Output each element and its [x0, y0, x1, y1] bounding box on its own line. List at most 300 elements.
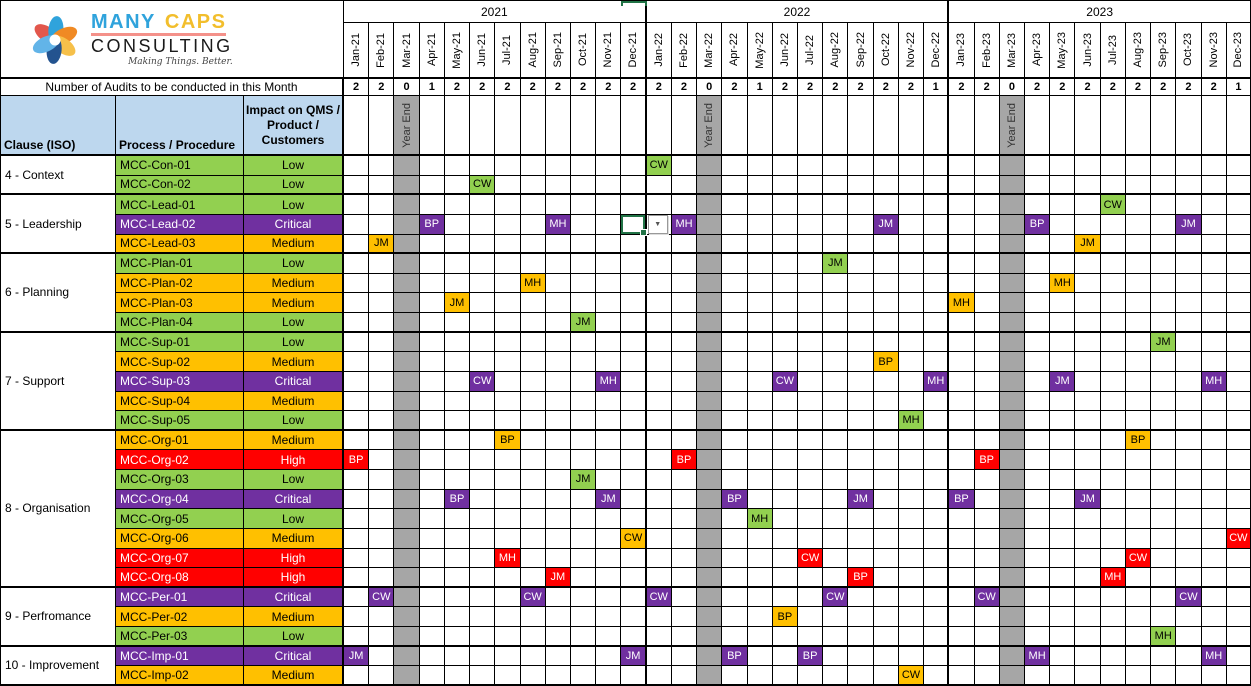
cell-mcc-org-02-mar-23[interactable]: [1000, 450, 1025, 470]
cell-mcc-org-08-sep-22[interactable]: BP: [848, 568, 873, 588]
cell-mcc-con-01-dec-21[interactable]: [621, 156, 646, 176]
cell-mcc-sup-03-aug-21[interactable]: [521, 372, 546, 392]
impact-mcc-org-08[interactable]: High: [244, 568, 344, 588]
cell-mcc-sup-02-sep-23[interactable]: [1151, 352, 1176, 372]
impact-mcc-org-02[interactable]: High: [244, 450, 344, 470]
blank-header-cell-aug-23[interactable]: [1126, 96, 1151, 156]
cell-mcc-plan-01-may-21[interactable]: [445, 254, 470, 274]
cell-mcc-con-02-may-23[interactable]: [1050, 176, 1075, 196]
process-mcc-sup-04[interactable]: MCC-Sup-04: [116, 392, 244, 412]
cell-mcc-org-02-oct-21[interactable]: [571, 450, 596, 470]
cell-mcc-plan-03-mar-21[interactable]: [394, 293, 419, 313]
cell-mcc-plan-01-sep-21[interactable]: [546, 254, 571, 274]
cell-mcc-org-02-apr-22[interactable]: [722, 450, 747, 470]
cell-mcc-imp-01-jun-22[interactable]: [773, 647, 798, 667]
cell-mcc-sup-01-nov-21[interactable]: [596, 333, 621, 353]
cell-mcc-org-06-nov-21[interactable]: [596, 529, 621, 549]
month-header-sep-23[interactable]: [1151, 23, 1176, 79]
cell-mcc-org-07-jun-23[interactable]: [1075, 549, 1100, 569]
cell-mcc-per-03-may-23[interactable]: [1050, 627, 1075, 647]
month-header-aug-23[interactable]: [1126, 23, 1151, 79]
cell-mcc-org-06-jan-23[interactable]: [949, 529, 974, 549]
cell-mcc-sup-05-mar-22[interactable]: [697, 411, 722, 431]
cell-mcc-plan-02-oct-22[interactable]: [874, 274, 899, 294]
cell-mcc-per-02-apr-21[interactable]: [420, 607, 445, 627]
cell-mcc-con-02-jul-21[interactable]: [495, 176, 520, 196]
cell-mcc-lead-03-may-21[interactable]: [445, 235, 470, 255]
cell-mcc-sup-02-jun-23[interactable]: [1075, 352, 1100, 372]
cell-mcc-org-01-feb-22[interactable]: [672, 431, 697, 451]
cell-mcc-con-02-oct-23[interactable]: [1176, 176, 1201, 196]
cell-mcc-per-03-may-21[interactable]: [445, 627, 470, 647]
cell-mcc-org-07-feb-22[interactable]: [672, 549, 697, 569]
cell-mcc-lead-01-jan-21[interactable]: [344, 195, 369, 215]
cell-mcc-sup-02-may-22[interactable]: [748, 352, 773, 372]
cell-mcc-org-04-aug-22[interactable]: [823, 490, 848, 510]
cell-mcc-per-03-sep-22[interactable]: [848, 627, 873, 647]
cell-mcc-sup-04-oct-22[interactable]: [874, 392, 899, 412]
cell-mcc-lead-03-jun-23[interactable]: JM: [1075, 235, 1100, 255]
cell-mcc-plan-03-nov-22[interactable]: [899, 293, 924, 313]
cell-mcc-sup-02-sep-22[interactable]: [848, 352, 873, 372]
cell-mcc-con-02-nov-23[interactable]: [1202, 176, 1227, 196]
cell-mcc-sup-04-jun-23[interactable]: [1075, 392, 1100, 412]
audit-count-apr-22[interactable]: 2: [722, 79, 747, 96]
cell-mcc-sup-01-jun-23[interactable]: [1075, 333, 1100, 353]
cell-mcc-sup-05-feb-23[interactable]: [975, 411, 1000, 431]
blank-header-cell-sep-21[interactable]: [546, 96, 571, 156]
cell-mcc-org-01-nov-23[interactable]: [1202, 431, 1227, 451]
cell-mcc-imp-01-oct-22[interactable]: [874, 647, 899, 667]
cell-mcc-org-02-jan-21[interactable]: BP: [344, 450, 369, 470]
cell-mcc-plan-03-feb-22[interactable]: [672, 293, 697, 313]
cell-mcc-imp-02-sep-23[interactable]: [1151, 666, 1176, 686]
cell-mcc-org-03-nov-21[interactable]: [596, 470, 621, 490]
cell-mcc-org-03-jan-21[interactable]: [344, 470, 369, 490]
cell-mcc-org-02-sep-21[interactable]: [546, 450, 571, 470]
month-header-nov-21[interactable]: [596, 23, 621, 79]
cell-mcc-imp-01-sep-22[interactable]: [848, 647, 873, 667]
cell-mcc-lead-01-jan-23[interactable]: [949, 195, 974, 215]
cell-mcc-org-01-aug-23[interactable]: BP: [1126, 431, 1151, 451]
cell-mcc-per-03-apr-21[interactable]: [420, 627, 445, 647]
cell-mcc-sup-03-mar-22[interactable]: [697, 372, 722, 392]
cell-mcc-org-08-feb-21[interactable]: [369, 568, 394, 588]
cell-mcc-per-03-nov-21[interactable]: [596, 627, 621, 647]
cell-mcc-sup-04-jun-22[interactable]: [773, 392, 798, 412]
cell-mcc-plan-03-jul-22[interactable]: [798, 293, 823, 313]
month-header-mar-21[interactable]: [394, 23, 419, 79]
impact-mcc-imp-02[interactable]: Medium: [244, 666, 344, 686]
cell-mcc-org-07-jun-21[interactable]: [470, 549, 495, 569]
cell-mcc-con-02-may-21[interactable]: [445, 176, 470, 196]
cell-mcc-org-07-oct-21[interactable]: [571, 549, 596, 569]
month-header-jul-23[interactable]: [1101, 23, 1126, 79]
audit-count-apr-21[interactable]: 1: [420, 79, 445, 96]
cell-mcc-sup-05-apr-23[interactable]: [1025, 411, 1050, 431]
cell-mcc-org-01-may-21[interactable]: [445, 431, 470, 451]
cell-mcc-con-01-oct-23[interactable]: [1176, 156, 1201, 176]
cell-mcc-org-03-apr-22[interactable]: [722, 470, 747, 490]
cell-mcc-sup-02-dec-23[interactable]: [1227, 352, 1251, 372]
cell-mcc-imp-02-mar-21[interactable]: [394, 666, 419, 686]
month-header-feb-23[interactable]: [975, 23, 1000, 79]
cell-mcc-sup-02-feb-22[interactable]: [672, 352, 697, 372]
cell-mcc-lead-02-jul-21[interactable]: [495, 215, 520, 235]
cell-mcc-plan-04-aug-22[interactable]: [823, 313, 848, 333]
impact-mcc-org-04[interactable]: Critical: [244, 490, 344, 510]
cell-mcc-sup-03-oct-21[interactable]: [571, 372, 596, 392]
cell-mcc-lead-02-jun-21[interactable]: [470, 215, 495, 235]
cell-mcc-org-02-nov-23[interactable]: [1202, 450, 1227, 470]
cell-mcc-plan-01-jan-23[interactable]: [949, 254, 974, 274]
month-header-jun-22[interactable]: [773, 23, 798, 79]
impact-mcc-plan-03[interactable]: Medium: [244, 293, 344, 313]
cell-mcc-sup-05-sep-23[interactable]: [1151, 411, 1176, 431]
cell-mcc-org-02-may-23[interactable]: [1050, 450, 1075, 470]
cell-mcc-lead-02-jun-22[interactable]: [773, 215, 798, 235]
cell-mcc-sup-02-mar-21[interactable]: [394, 352, 419, 372]
cell-mcc-plan-01-oct-23[interactable]: [1176, 254, 1201, 274]
cell-mcc-per-03-may-22[interactable]: [748, 627, 773, 647]
blank-header-cell-jan-23[interactable]: [949, 96, 974, 156]
cell-mcc-per-03-jun-23[interactable]: [1075, 627, 1100, 647]
cell-mcc-org-03-nov-22[interactable]: [899, 470, 924, 490]
cell-mcc-con-02-apr-23[interactable]: [1025, 176, 1050, 196]
cell-mcc-lead-03-apr-22[interactable]: [722, 235, 747, 255]
cell-mcc-sup-04-oct-21[interactable]: [571, 392, 596, 412]
cell-mcc-org-01-oct-22[interactable]: [874, 431, 899, 451]
audit-count-nov-21[interactable]: 2: [596, 79, 621, 96]
audit-count-feb-23[interactable]: 2: [975, 79, 1000, 96]
cell-mcc-lead-01-dec-21[interactable]: [621, 195, 646, 215]
cell-mcc-plan-03-jul-21[interactable]: [495, 293, 520, 313]
cell-mcc-lead-02-jan-23[interactable]: [949, 215, 974, 235]
cell-mcc-org-01-mar-23[interactable]: [1000, 431, 1025, 451]
cell-mcc-plan-03-mar-22[interactable]: [697, 293, 722, 313]
blank-header-cell-jun-23[interactable]: [1075, 96, 1100, 156]
blank-header-cell-sep-22[interactable]: [848, 96, 873, 156]
cell-mcc-org-04-nov-22[interactable]: [899, 490, 924, 510]
cell-mcc-per-03-dec-23[interactable]: [1227, 627, 1251, 647]
cell-mcc-plan-01-apr-22[interactable]: [722, 254, 747, 274]
cell-mcc-sup-02-aug-21[interactable]: [521, 352, 546, 372]
cell-mcc-sup-04-sep-21[interactable]: [546, 392, 571, 412]
cell-mcc-lead-03-jan-22[interactable]: [647, 235, 672, 255]
cell-mcc-lead-01-mar-21[interactable]: [394, 195, 419, 215]
cell-mcc-plan-01-sep-22[interactable]: [848, 254, 873, 274]
cell-mcc-con-01-jun-21[interactable]: [470, 156, 495, 176]
audit-count-aug-23[interactable]: 2: [1126, 79, 1151, 96]
cell-mcc-org-07-may-23[interactable]: [1050, 549, 1075, 569]
cell-mcc-org-05-aug-21[interactable]: [521, 509, 546, 529]
cell-mcc-imp-01-jul-23[interactable]: [1101, 647, 1126, 667]
cell-mcc-sup-01-jan-21[interactable]: [344, 333, 369, 353]
cell-mcc-imp-02-dec-21[interactable]: [621, 666, 646, 686]
cell-mcc-lead-02-aug-23[interactable]: [1126, 215, 1151, 235]
cell-mcc-sup-01-dec-23[interactable]: [1227, 333, 1251, 353]
process-mcc-imp-01[interactable]: MCC-Imp-01: [116, 647, 244, 667]
cell-mcc-plan-04-oct-22[interactable]: [874, 313, 899, 333]
cell-mcc-plan-04-apr-22[interactable]: [722, 313, 747, 333]
cell-mcc-plan-04-dec-23[interactable]: [1227, 313, 1251, 333]
cell-mcc-sup-02-may-23[interactable]: [1050, 352, 1075, 372]
cell-mcc-plan-03-may-21[interactable]: JM: [445, 293, 470, 313]
cell-mcc-org-01-jul-23[interactable]: [1101, 431, 1126, 451]
cell-mcc-imp-01-nov-23[interactable]: MH: [1202, 647, 1227, 667]
cell-mcc-con-01-jul-21[interactable]: [495, 156, 520, 176]
cell-mcc-con-02-dec-22[interactable]: [924, 176, 949, 196]
cell-mcc-plan-04-apr-23[interactable]: [1025, 313, 1050, 333]
cell-mcc-per-03-mar-23[interactable]: [1000, 627, 1025, 647]
cell-mcc-org-07-aug-22[interactable]: [823, 549, 848, 569]
cell-mcc-plan-02-jun-23[interactable]: [1075, 274, 1100, 294]
cell-mcc-per-01-oct-22[interactable]: [874, 588, 899, 608]
cell-mcc-imp-02-mar-22[interactable]: [697, 666, 722, 686]
cell-mcc-sup-01-aug-21[interactable]: [521, 333, 546, 353]
cell-mcc-plan-01-jan-22[interactable]: [647, 254, 672, 274]
impact-mcc-plan-04[interactable]: Low: [244, 313, 344, 333]
cell-mcc-org-02-feb-23[interactable]: BP: [975, 450, 1000, 470]
cell-mcc-lead-02-mar-23[interactable]: [1000, 215, 1025, 235]
cell-mcc-org-08-dec-21[interactable]: [621, 568, 646, 588]
cell-mcc-plan-01-jun-21[interactable]: [470, 254, 495, 274]
year-end-column-mar-23[interactable]: [1000, 96, 1025, 156]
cell-mcc-org-05-feb-22[interactable]: [672, 509, 697, 529]
cell-mcc-org-08-aug-22[interactable]: [823, 568, 848, 588]
cell-mcc-plan-01-mar-22[interactable]: [697, 254, 722, 274]
blank-header-cell-may-23[interactable]: [1050, 96, 1075, 156]
cell-mcc-org-03-jul-23[interactable]: [1101, 470, 1126, 490]
cell-mcc-sup-03-jul-21[interactable]: [495, 372, 520, 392]
clause-9-perfromance[interactable]: 9 - Perfromance: [1, 588, 116, 647]
cell-mcc-org-01-apr-22[interactable]: [722, 431, 747, 451]
cell-mcc-imp-01-jan-23[interactable]: [949, 647, 974, 667]
cell-mcc-sup-04-sep-23[interactable]: [1151, 392, 1176, 412]
cell-mcc-lead-03-jul-23[interactable]: [1101, 235, 1126, 255]
cell-mcc-org-03-sep-22[interactable]: [848, 470, 873, 490]
cell-mcc-con-02-feb-21[interactable]: [369, 176, 394, 196]
cell-mcc-imp-01-jan-22[interactable]: [647, 647, 672, 667]
cell-mcc-per-03-sep-21[interactable]: [546, 627, 571, 647]
cell-mcc-con-01-oct-22[interactable]: [874, 156, 899, 176]
cell-mcc-per-01-mar-22[interactable]: [697, 588, 722, 608]
cell-mcc-lead-02-may-23[interactable]: [1050, 215, 1075, 235]
cell-mcc-con-02-dec-23[interactable]: [1227, 176, 1251, 196]
cell-mcc-sup-02-jul-21[interactable]: [495, 352, 520, 372]
cell-mcc-per-02-jan-22[interactable]: [647, 607, 672, 627]
cell-mcc-sup-03-jul-22[interactable]: [798, 372, 823, 392]
cell-mcc-lead-01-sep-22[interactable]: [848, 195, 873, 215]
audit-count-jun-22[interactable]: 2: [773, 79, 798, 96]
cell-mcc-per-03-feb-23[interactable]: [975, 627, 1000, 647]
cell-mcc-sup-05-mar-23[interactable]: [1000, 411, 1025, 431]
cell-mcc-org-02-dec-23[interactable]: [1227, 450, 1251, 470]
cell-mcc-con-01-dec-23[interactable]: [1227, 156, 1251, 176]
audit-count-mar-22[interactable]: 0: [697, 79, 722, 96]
blank-header-cell-feb-21[interactable]: [369, 96, 394, 156]
cell-mcc-lead-02-apr-21[interactable]: BP: [420, 215, 445, 235]
cell-mcc-lead-03-feb-21[interactable]: JM: [369, 235, 394, 255]
cell-mcc-lead-01-jul-22[interactable]: [798, 195, 823, 215]
cell-mcc-sup-03-nov-22[interactable]: [899, 372, 924, 392]
cell-mcc-imp-01-nov-21[interactable]: [596, 647, 621, 667]
cell-mcc-org-03-oct-21[interactable]: JM: [571, 470, 596, 490]
cell-mcc-sup-01-sep-21[interactable]: [546, 333, 571, 353]
cell-mcc-plan-04-mar-23[interactable]: [1000, 313, 1025, 333]
cell-mcc-sup-03-jun-21[interactable]: CW: [470, 372, 495, 392]
cell-mcc-per-03-apr-22[interactable]: [722, 627, 747, 647]
cell-mcc-con-02-mar-23[interactable]: [1000, 176, 1025, 196]
cell-mcc-lead-02-nov-22[interactable]: [899, 215, 924, 235]
cell-mcc-lead-01-nov-22[interactable]: [899, 195, 924, 215]
month-header-mar-23[interactable]: [1000, 23, 1025, 79]
process-mcc-org-08[interactable]: MCC-Org-08: [116, 568, 244, 588]
month-header-nov-23[interactable]: [1202, 23, 1227, 79]
cell-mcc-sup-03-mar-21[interactable]: [394, 372, 419, 392]
cell-mcc-org-03-aug-23[interactable]: [1126, 470, 1151, 490]
cell-mcc-sup-05-aug-21[interactable]: [521, 411, 546, 431]
cell-mcc-lead-02-aug-22[interactable]: [823, 215, 848, 235]
cell-mcc-lead-01-mar-23[interactable]: [1000, 195, 1025, 215]
clause-5-leadership[interactable]: 5 - Leadership: [1, 195, 116, 254]
cell-mcc-org-07-may-21[interactable]: [445, 549, 470, 569]
cell-mcc-per-01-mar-21[interactable]: [394, 588, 419, 608]
cell-mcc-con-01-aug-21[interactable]: [521, 156, 546, 176]
cell-mcc-org-06-jan-21[interactable]: [344, 529, 369, 549]
cell-mcc-org-05-apr-22[interactable]: [722, 509, 747, 529]
cell-mcc-org-05-aug-22[interactable]: [823, 509, 848, 529]
cell-mcc-lead-03-jan-23[interactable]: [949, 235, 974, 255]
cell-mcc-org-04-jan-23[interactable]: BP: [949, 490, 974, 510]
cell-mcc-sup-02-nov-22[interactable]: [899, 352, 924, 372]
cell-mcc-org-06-oct-21[interactable]: [571, 529, 596, 549]
cell-mcc-org-01-jun-21[interactable]: [470, 431, 495, 451]
cell-mcc-imp-02-jul-21[interactable]: [495, 666, 520, 686]
process-mcc-org-02[interactable]: MCC-Org-02: [116, 450, 244, 470]
cell-mcc-sup-03-dec-21[interactable]: [621, 372, 646, 392]
cell-mcc-lead-02-sep-21[interactable]: MH: [546, 215, 571, 235]
cell-mcc-org-06-aug-23[interactable]: [1126, 529, 1151, 549]
cell-mcc-per-03-oct-22[interactable]: [874, 627, 899, 647]
audit-count-may-21[interactable]: 2: [445, 79, 470, 96]
audit-count-dec-23[interactable]: 1: [1227, 79, 1251, 96]
cell-mcc-org-03-dec-23[interactable]: [1227, 470, 1251, 490]
blank-header-cell-oct-22[interactable]: [874, 96, 899, 156]
cell-mcc-org-07-mar-22[interactable]: [697, 549, 722, 569]
cell-mcc-org-03-apr-23[interactable]: [1025, 470, 1050, 490]
cell-mcc-lead-03-nov-21[interactable]: [596, 235, 621, 255]
process-mcc-plan-02[interactable]: MCC-Plan-02: [116, 274, 244, 294]
cell-mcc-org-02-nov-22[interactable]: [899, 450, 924, 470]
cell-mcc-plan-01-feb-23[interactable]: [975, 254, 1000, 274]
cell-mcc-org-02-oct-22[interactable]: [874, 450, 899, 470]
cell-mcc-lead-01-feb-21[interactable]: [369, 195, 394, 215]
month-header-aug-22[interactable]: [823, 23, 848, 79]
cell-mcc-sup-01-jun-21[interactable]: [470, 333, 495, 353]
cell-mcc-plan-02-aug-21[interactable]: MH: [521, 274, 546, 294]
clause-7-support[interactable]: 7 - Support: [1, 333, 116, 431]
cell-mcc-plan-03-dec-23[interactable]: [1227, 293, 1251, 313]
cell-mcc-plan-01-aug-21[interactable]: [521, 254, 546, 274]
cell-mcc-sup-05-apr-22[interactable]: [722, 411, 747, 431]
cell-mcc-plan-02-oct-21[interactable]: [571, 274, 596, 294]
cell-mcc-sup-01-mar-21[interactable]: [394, 333, 419, 353]
cell-mcc-per-03-mar-21[interactable]: [394, 627, 419, 647]
cell-mcc-org-01-sep-23[interactable]: [1151, 431, 1176, 451]
cell-mcc-per-01-jun-23[interactable]: [1075, 588, 1100, 608]
cell-mcc-plan-04-sep-21[interactable]: [546, 313, 571, 333]
cell-mcc-imp-01-feb-22[interactable]: [672, 647, 697, 667]
cell-mcc-lead-02-may-21[interactable]: [445, 215, 470, 235]
cell-mcc-per-02-may-23[interactable]: [1050, 607, 1075, 627]
cell-mcc-plan-03-nov-21[interactable]: [596, 293, 621, 313]
cell-mcc-org-06-oct-22[interactable]: [874, 529, 899, 549]
cell-mcc-org-02-may-21[interactable]: [445, 450, 470, 470]
year-end-column-mar-22[interactable]: [697, 96, 722, 156]
cell-mcc-org-08-jul-21[interactable]: [495, 568, 520, 588]
cell-mcc-sup-02-mar-22[interactable]: [697, 352, 722, 372]
audit-count-aug-21[interactable]: 2: [521, 79, 546, 96]
cell-mcc-org-06-dec-22[interactable]: [924, 529, 949, 549]
cell-mcc-sup-02-apr-22[interactable]: [722, 352, 747, 372]
cell-mcc-per-02-jul-22[interactable]: [798, 607, 823, 627]
audit-count-may-23[interactable]: 2: [1050, 79, 1075, 96]
cell-mcc-sup-05-apr-21[interactable]: [420, 411, 445, 431]
cell-mcc-plan-03-jun-23[interactable]: [1075, 293, 1100, 313]
cell-mcc-per-02-may-22[interactable]: [748, 607, 773, 627]
cell-mcc-sup-04-aug-22[interactable]: [823, 392, 848, 412]
cell-mcc-sup-01-may-21[interactable]: [445, 333, 470, 353]
cell-mcc-con-01-may-22[interactable]: [748, 156, 773, 176]
cell-mcc-con-01-dec-22[interactable]: [924, 156, 949, 176]
cell-mcc-org-06-jul-21[interactable]: [495, 529, 520, 549]
cell-mcc-sup-05-jun-23[interactable]: [1075, 411, 1100, 431]
cell-mcc-plan-02-mar-21[interactable]: [394, 274, 419, 294]
cell-mcc-org-07-feb-23[interactable]: [975, 549, 1000, 569]
cell-mcc-plan-02-sep-23[interactable]: [1151, 274, 1176, 294]
cell-mcc-sup-03-feb-22[interactable]: [672, 372, 697, 392]
cell-mcc-plan-01-nov-23[interactable]: [1202, 254, 1227, 274]
cell-mcc-org-07-mar-23[interactable]: [1000, 549, 1025, 569]
cell-mcc-org-05-jan-22[interactable]: [647, 509, 672, 529]
cell-mcc-per-01-aug-22[interactable]: CW: [823, 588, 848, 608]
cell-mcc-plan-02-jan-22[interactable]: [647, 274, 672, 294]
cell-mcc-plan-04-feb-22[interactable]: [672, 313, 697, 333]
cell-mcc-org-02-apr-23[interactable]: [1025, 450, 1050, 470]
cell-mcc-sup-04-oct-23[interactable]: [1176, 392, 1201, 412]
cell-mcc-lead-03-aug-22[interactable]: [823, 235, 848, 255]
cell-mcc-sup-02-oct-22[interactable]: BP: [874, 352, 899, 372]
cell-mcc-con-01-jun-23[interactable]: [1075, 156, 1100, 176]
cell-mcc-lead-01-feb-23[interactable]: [975, 195, 1000, 215]
cell-mcc-sup-03-apr-23[interactable]: [1025, 372, 1050, 392]
cell-mcc-lead-02-feb-22[interactable]: MH: [672, 215, 697, 235]
cell-mcc-plan-01-jun-23[interactable]: [1075, 254, 1100, 274]
cell-mcc-sup-05-sep-22[interactable]: [848, 411, 873, 431]
cell-mcc-org-04-dec-22[interactable]: [924, 490, 949, 510]
cell-mcc-imp-02-jan-22[interactable]: [647, 666, 672, 686]
blank-header-cell-nov-21[interactable]: [596, 96, 621, 156]
cell-mcc-per-01-feb-23[interactable]: CW: [975, 588, 1000, 608]
cell-mcc-imp-01-oct-21[interactable]: [571, 647, 596, 667]
cell-mcc-con-01-nov-22[interactable]: [899, 156, 924, 176]
cell-mcc-sup-04-mar-22[interactable]: [697, 392, 722, 412]
cell-mcc-per-02-mar-21[interactable]: [394, 607, 419, 627]
month-header-apr-23[interactable]: [1025, 23, 1050, 79]
cell-mcc-sup-03-may-23[interactable]: JM: [1050, 372, 1075, 392]
cell-mcc-org-05-apr-23[interactable]: [1025, 509, 1050, 529]
